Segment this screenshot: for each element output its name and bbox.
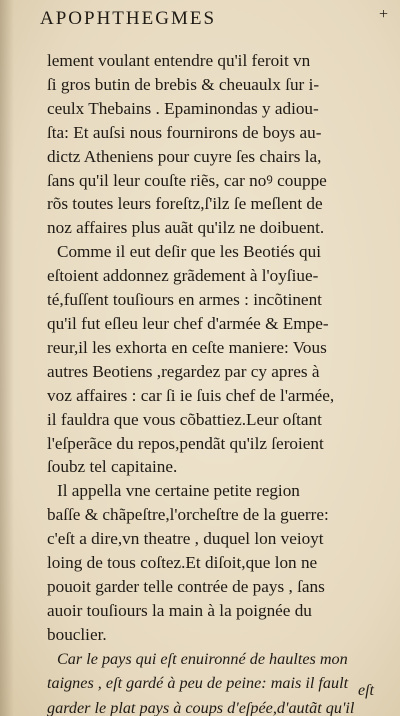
text-line: pouoit garder telle contrée de pays , ſans: [47, 576, 325, 596]
running-head: APOPHTHEGMES: [40, 8, 217, 29]
text-line: autres Beotiens ,regardez par cy apres à: [47, 361, 320, 381]
paragraph-start-line: Comme il eut deſir que les Beotiés qui: [57, 242, 321, 262]
italic-text-line: taignes , eſt gardé à peu de peine: mais il fault: [47, 674, 349, 693]
text-line: il fauldra que vous cõbattiez.Leur oſtant: [47, 409, 322, 429]
text-line: té,fuſſent touſiours en armes : incõtinent: [47, 290, 322, 310]
text-line: qu'il fut eſleu leur chef d'armée & Empe-: [47, 313, 329, 333]
text-line: ſoubz tel capitaine.: [47, 457, 178, 477]
text-line: eſtoient addonnez grãdement à l'oyſiue-: [47, 266, 319, 286]
text-line: bouclier.: [47, 624, 107, 644]
paragraph-start-line: Il appella vne certaine petite region: [57, 481, 300, 501]
text-line: baſſe & chãpeſtre,l'orcheſtre de la guerre:: [47, 505, 329, 525]
italic-text-line: garder le plat pays à coups d'eſpée,d'autãt qu'il: [47, 698, 355, 716]
text-line: voz affaires : car ſi ie ſuis chef de l'armée,: [47, 385, 335, 405]
text-line: l'eſperãce du repos,pendãt qu'ilz ſeroient: [47, 433, 324, 453]
text-line: noz affaires plus auãt qu'ilz ne doibuent.: [47, 218, 325, 238]
italic-paragraph-start-line: Car le pays qui eſt enuironné de haultes mon: [57, 649, 348, 668]
text-line: ſta: Et auſsi nous fournirons de boys au-: [47, 122, 322, 142]
text-line: dictz Atheniens pour cuyre ſes chairs la,: [47, 146, 322, 166]
folio-mark: +: [378, 6, 388, 23]
text-line: reur,il les exhorta en ceſte maniere: Vous: [47, 337, 327, 357]
text-line: ceulx Thebains . Epaminondas y adiou-: [47, 98, 319, 118]
text-line: ſans qu'il leur couſte riẽs, car noꝰ couppe: [47, 170, 327, 190]
text-line: auoir touſiours la main à la poignée du: [47, 600, 312, 620]
catchword: eſt: [358, 682, 374, 699]
page-gutter-shadow: [0, 0, 14, 716]
text-line: rõs toutes leurs foreſtz,ſ'ilz ſe meſlent de: [47, 194, 323, 214]
text-line: c'eſt a dire,vn theatre , duquel lon veioyt: [47, 529, 324, 549]
text-line: loing de tous coſtez.Et diſoit,que lon ne: [47, 553, 318, 573]
text-line: ſi gros butin de brebis & cheuaulx ſur i-: [47, 74, 320, 94]
body-text: [47, 49, 381, 716]
text-line: lement voulant entendre qu'il feroit vn: [47, 51, 311, 70]
